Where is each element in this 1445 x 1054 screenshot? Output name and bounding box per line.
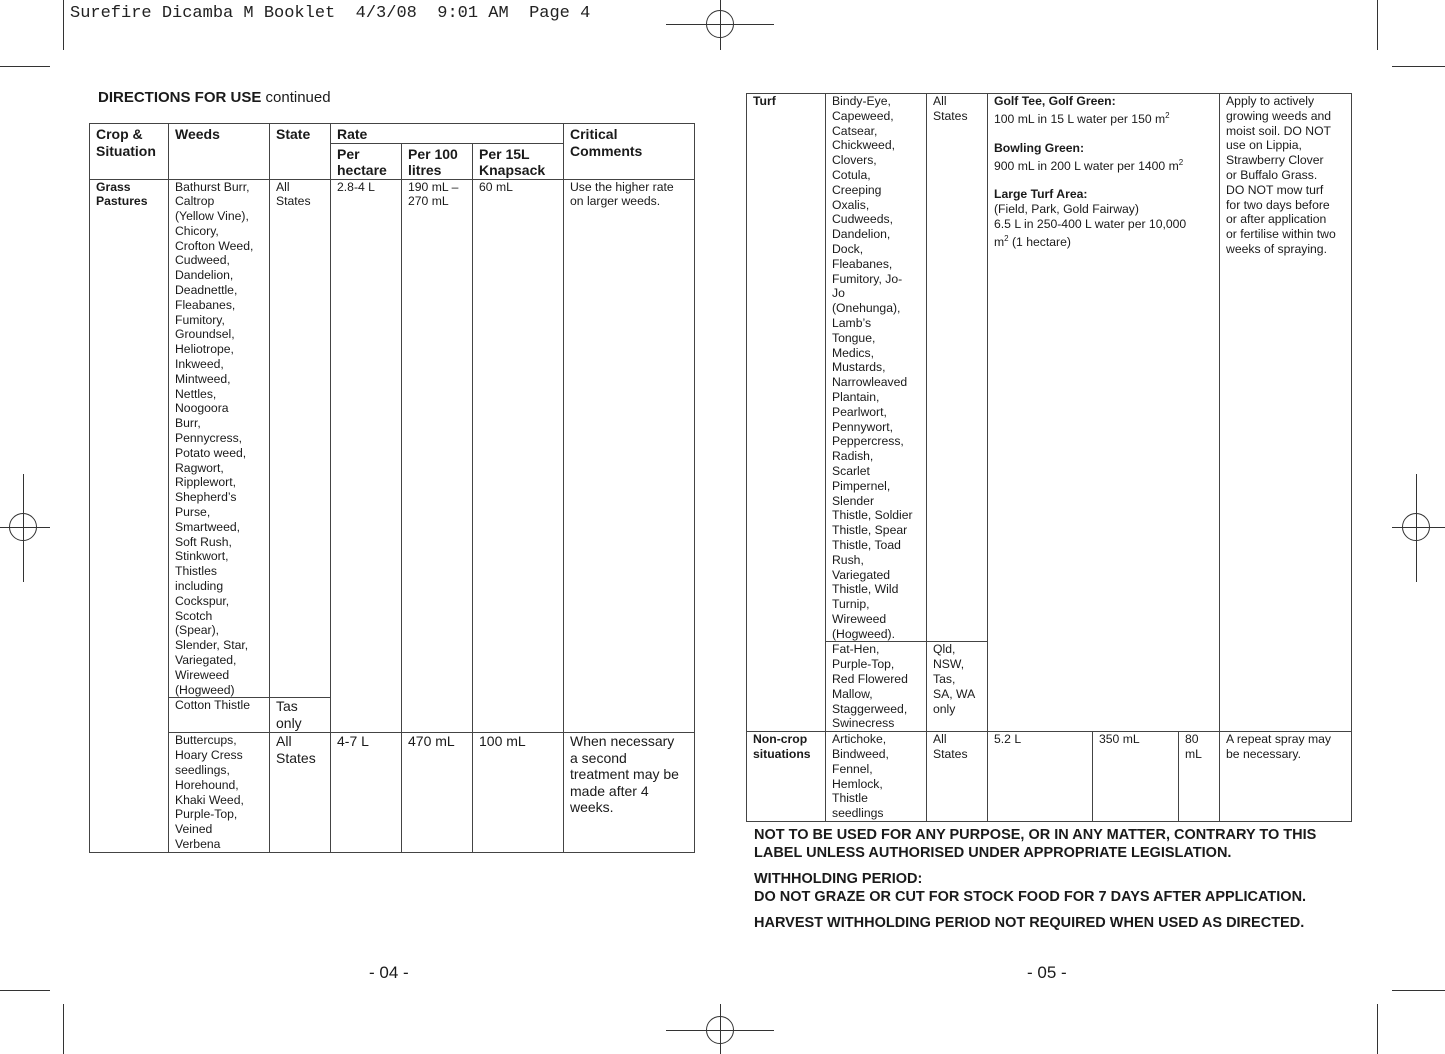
cell-line: Dandelion,	[832, 227, 891, 242]
cell-line: Pearlwort,	[832, 404, 887, 419]
cell-line: Bathurst Burr,	[175, 179, 250, 194]
cell-line: Khaki Weed,	[175, 792, 244, 807]
large-turf-label: Large Turf Area:	[994, 187, 1088, 202]
critical-comment	[1220, 94, 1352, 732]
cell-line: Scotch	[175, 608, 213, 623]
cell-line: Stinkwort,	[175, 549, 229, 564]
cell-line: Qld,	[933, 642, 956, 657]
cell-line: Wireweed	[175, 667, 230, 682]
cell-line: mL	[1185, 747, 1202, 762]
cell-line: Turnip,	[832, 597, 870, 612]
cell-line: Oxalis,	[832, 197, 870, 212]
cell-line: Clovers,	[832, 153, 877, 168]
cell-line: Capeweed,	[832, 108, 894, 123]
weeds-list	[826, 642, 927, 732]
cell-line: only	[276, 714, 302, 731]
crop-grass-pastures: Grass Pastures	[90, 179, 169, 852]
cell-line: Potato weed,	[175, 445, 247, 460]
cell-line: Pennywort,	[832, 419, 893, 434]
cell-line: (Spear),	[175, 623, 220, 638]
directions-table-right	[746, 93, 1352, 822]
printer-slug: Surefire Dicamba M Booklet 4/3/08 9:01 AM Page 4	[70, 4, 591, 23]
cell-line: Bindy-Eye,	[832, 94, 891, 108]
weeds-list	[826, 732, 927, 822]
cell-line: Purple-Top,	[175, 807, 238, 822]
cell-line: or fertilise within two	[1226, 227, 1336, 242]
cell-line: Smartweed,	[175, 519, 241, 534]
weeds-list	[169, 179, 270, 698]
cell-line: Thistle, Spear	[832, 523, 908, 538]
cell-line: Strawberry Clover	[1226, 153, 1324, 168]
cell-line: use on Lippia,	[1226, 138, 1302, 153]
header-per-hectare: Per hectare	[331, 143, 402, 179]
state-cell	[270, 698, 331, 733]
golf-rate: 100 mL in 15 L water per 150 $m^2$	[994, 110, 1170, 126]
rate-per-hectare: 5.2 L	[988, 732, 1093, 822]
cell-line: Cockspur,	[175, 593, 230, 608]
cell-line: Buttercups,	[175, 733, 237, 748]
cell-line: Use the higher rate	[570, 179, 674, 194]
cell-line: Chicory,	[175, 223, 219, 238]
cell-line: Pennycress,	[175, 431, 243, 446]
cell-line: growing weeds and	[1226, 108, 1332, 123]
cell-line: A repeat spray may	[1226, 732, 1332, 747]
cell-line: NSW,	[933, 657, 965, 672]
cell-line: Dandelion,	[175, 268, 234, 283]
page-number-left: - 04 -	[369, 963, 409, 982]
crop-non-crop	[747, 732, 826, 822]
cell-line: Deadnettle,	[175, 283, 238, 298]
cell-line: Ripplewort,	[175, 475, 236, 490]
cell-line: All	[276, 733, 292, 750]
weeds-list	[826, 94, 927, 642]
cell-line: Shepherd’s	[175, 490, 237, 505]
crop-mark	[1377, 1004, 1378, 1054]
cell-line: (Hogweed).	[832, 626, 895, 641]
cell-line: Mintweed,	[175, 371, 231, 386]
cell-line: Cotula,	[832, 167, 871, 182]
cell-line: Plantain,	[832, 389, 880, 404]
cell-line: Apply to actively	[1226, 94, 1315, 108]
cell-line: Thistle, Toad	[832, 537, 901, 552]
cell-line: Veined	[175, 822, 213, 837]
cell-line: Red Flowered	[832, 672, 908, 687]
cell-line: Mustards,	[832, 360, 886, 375]
critical-comment	[1220, 732, 1352, 822]
cell-line: All	[276, 179, 290, 194]
cell-line: Crofton Weed,	[175, 238, 254, 253]
cell-line: All	[933, 94, 947, 108]
cell-line: (Hogweed)	[175, 682, 235, 697]
cell-line: Dock,	[832, 241, 864, 256]
registration-circle	[706, 1016, 734, 1044]
cell-line: Fennel,	[832, 761, 873, 776]
cell-line: Hoary Cress	[175, 748, 243, 763]
cell-line: Thistle, Soldier	[832, 508, 913, 523]
state-cell	[270, 733, 331, 852]
cell-line: only	[933, 701, 956, 716]
crop-mark	[63, 1004, 64, 1054]
cell-line: 270 mL	[408, 194, 449, 209]
page-number-right: - 05 -	[1027, 963, 1067, 982]
registration-circle	[1402, 513, 1430, 541]
cell-line: Heliotrope,	[175, 342, 234, 357]
cell-line: Staggerweed,	[832, 701, 908, 716]
cell-line: Caltrop	[175, 194, 215, 209]
cell-line: weeks.	[570, 799, 614, 816]
rate-per-15l: 100 mL	[473, 733, 564, 852]
crop-mark	[1392, 66, 1445, 67]
cell-line: Thistle, Wild	[832, 582, 899, 597]
cell-line: Narrowleaved	[832, 375, 908, 390]
bowling-label: Bowling Green:	[994, 140, 1085, 155]
cell-line: Tas,	[933, 672, 956, 687]
cell-line: Hemlock,	[832, 776, 883, 791]
large-turf-rate: 6.5 L in 250-400 L water per 10,000	[994, 216, 1187, 231]
crop-turf: Turf	[747, 94, 826, 732]
rate-per-hectare: 2.8-4 L	[331, 179, 402, 733]
cell-line: Rush,	[832, 552, 864, 567]
cell-line: Creeping	[832, 182, 882, 197]
cell-line: on larger weeds.	[570, 194, 661, 209]
cell-line: or Buffalo Grass.	[1226, 167, 1318, 182]
cell-line: Swinecress	[832, 716, 895, 731]
directions-table-left	[89, 123, 695, 853]
cell-line: Ragwort,	[175, 460, 224, 475]
header-per-100-litres: Per 100 litres	[402, 143, 473, 179]
rate-per-100-litres: 350 mL	[1093, 732, 1179, 822]
section-title: DIRECTIONS FOR USE continued	[98, 89, 331, 106]
golf-label: Golf Tee, Golf Green:	[994, 94, 1116, 108]
cell-line: Mallow,	[832, 686, 873, 701]
cell-line: DO NOT mow turf	[1226, 182, 1324, 197]
cell-line: SA, WA	[933, 686, 976, 701]
cell-line: Nettles,	[175, 386, 217, 401]
rate-per-100-litres	[402, 179, 473, 733]
critical-comment	[564, 733, 695, 852]
label-notices	[754, 826, 1354, 940]
cell-line: Fleabanes,	[832, 256, 893, 271]
cell-line: weeks of spraying.	[1226, 241, 1327, 256]
rate-per-hectare: 4-7 L	[331, 733, 402, 852]
cell-line: Verbena	[175, 836, 221, 851]
cell-line: Jo	[832, 286, 845, 301]
crop-mark	[63, 0, 64, 50]
crop-mark	[1392, 990, 1445, 991]
cell-line: Cudweeds,	[832, 212, 893, 227]
state-cell	[927, 732, 988, 822]
state-cell	[927, 642, 988, 732]
rate-per-15l: 60 mL	[473, 179, 564, 733]
turf-rates	[988, 94, 1220, 732]
cell-line: made after 4	[570, 782, 649, 799]
header-critical-comments: Critical Comments	[564, 124, 695, 180]
cell-line: Tongue,	[832, 330, 876, 345]
cell-line: Peppercress,	[832, 434, 904, 449]
cell-line: (Onehunga),	[832, 301, 901, 316]
cell-line: treatment may be	[570, 766, 679, 783]
weeds-list	[169, 733, 270, 852]
cell-line: for two days before	[1226, 197, 1330, 212]
cell-line: Horehound,	[175, 777, 239, 792]
crop-mark	[0, 66, 50, 67]
cell-line: Slender, Star,	[175, 638, 249, 653]
crop-mark	[0, 990, 50, 991]
cell-line: Catsear,	[832, 123, 878, 138]
cell-line: Fumitory,	[175, 312, 225, 327]
cell-line: Thistle	[832, 791, 868, 806]
cell-line: moist soil. DO NOT	[1226, 123, 1331, 138]
cell-line: Fat-Hen,	[832, 642, 880, 657]
cell-line: seedlings,	[175, 762, 230, 777]
cell-line: Artichoke,	[832, 732, 887, 747]
cell-line: States	[276, 194, 311, 209]
cell-line: States	[933, 747, 968, 762]
registration-circle	[9, 513, 37, 541]
cell-line: Soft Rush,	[175, 534, 232, 549]
cell-line: Purple-Top,	[832, 657, 895, 672]
header-per-15l-knapsack: Per 15L Knapsack	[473, 143, 564, 179]
cell-line: be necessary.	[1226, 747, 1302, 762]
notice-withholding: WITHHOLDING PERIOD: DO NOT GRAZE OR CUT FOR STOCK FOOD FOR 7 DAYS AFTER APPLICATION.	[754, 871, 1307, 905]
cell-line: Purse,	[175, 505, 211, 520]
cell-line: All	[933, 732, 947, 747]
cell-line: When necessary	[570, 733, 675, 750]
notice-not-to-be-used: NOT TO BE USED FOR ANY PURPOSE, OR IN ANY MATTER, CONTRARY TO THIS LABEL UNLESS AUTHORISED UNDER APPROPRIATE LEGISLATION.	[754, 827, 1317, 861]
cell-line: (Yellow Vine),	[175, 209, 249, 224]
large-turf-note: (Field, Park, Gold Fairway)	[994, 202, 1139, 217]
cell-line: Radish,	[832, 449, 874, 464]
cell-line: Noogoora	[175, 401, 229, 416]
bowling-rate: 900 mL in 200 L water per 1400 $m^2$	[994, 157, 1184, 173]
rate-per-15l	[1179, 732, 1220, 822]
critical-comment	[564, 179, 695, 733]
cell-line: Slender	[832, 493, 875, 508]
cell-line: Lamb’s	[832, 315, 872, 330]
cell-line: Groundsel,	[175, 327, 235, 342]
header-rate: Rate	[331, 124, 564, 144]
cell-line: Thistles	[175, 564, 217, 579]
cell-line: Tas	[276, 698, 298, 715]
cell-line: 80	[1185, 732, 1199, 747]
cell-line: States	[933, 108, 968, 123]
cell-line: situations	[753, 747, 811, 762]
cell-line: Fleabanes,	[175, 297, 236, 312]
cell-line: Variegated	[832, 567, 891, 582]
cell-line: Variegated,	[175, 653, 237, 667]
header-weeds: Weeds	[169, 124, 270, 180]
cell-line: Burr,	[175, 416, 201, 431]
cell-line: Chickweed,	[832, 138, 895, 153]
cell-line: or after application	[1226, 212, 1327, 227]
header-state: State	[270, 124, 331, 180]
cell-line: 190 mL –	[408, 179, 459, 194]
large-turf-area: $m^2$ (1 hectare)	[994, 233, 1071, 249]
weeds-cotton-thistle: Cotton Thistle	[169, 698, 270, 733]
state-cell	[270, 179, 331, 698]
cell-line: Pimpernel,	[832, 478, 891, 493]
cell-line: States	[276, 749, 316, 766]
cell-line: Fumitory, Jo-	[832, 271, 903, 286]
cell-line: Medics,	[832, 345, 874, 360]
cell-line: a second	[570, 749, 627, 766]
cell-line: Inkweed,	[175, 357, 224, 372]
registration-circle	[706, 10, 734, 38]
cell-line: including	[175, 579, 224, 594]
state-cell	[927, 94, 988, 642]
cell-line: Cudweed,	[175, 253, 230, 268]
cell-line: seedlings	[832, 806, 884, 821]
crop-mark	[1377, 0, 1378, 50]
notice-harvest: HARVEST WITHHOLDING PERIOD NOT REQUIRED WHEN USED AS DIRECTED.	[754, 915, 1305, 931]
cell-line: Bindweed,	[832, 747, 889, 762]
cell-line: Non-crop	[753, 732, 808, 747]
cell-line: Wireweed	[832, 611, 887, 626]
cell-line: Scarlet	[832, 463, 870, 478]
rate-per-100-litres: 470 mL	[402, 733, 473, 852]
header-crop: Crop & Situation	[90, 124, 169, 180]
